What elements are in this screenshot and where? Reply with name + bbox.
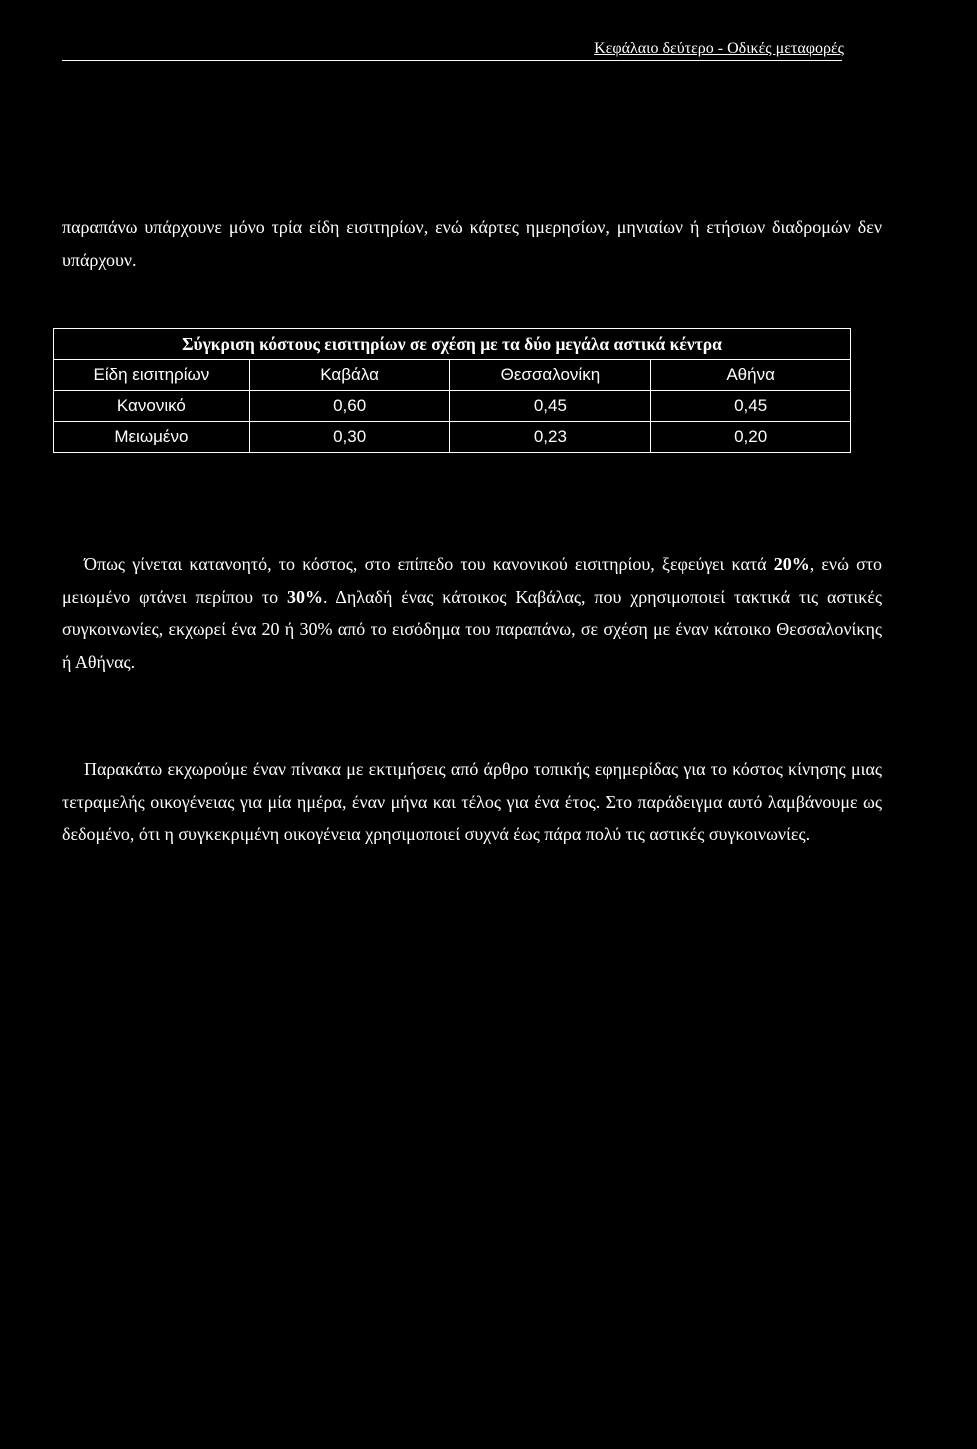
table-cell: Μειωμένο (54, 422, 250, 453)
analysis-text-c: . Δηλαδή ένας κάτοικος Καβάλας, που χρησιμοποιεί τακτικά τις αστικές συγκοινωνίες, εκχωρεί ένα 20 ή 30% από το εισόδημα του παραπάνω, σε σχέση με έναν κάτοικο Θεσσαλονίκης ή Αθήνας. (62, 586, 883, 672)
column-header: Καβάλα (249, 360, 450, 391)
chapter-header: Κεφάλαιο δεύτερο - Οδικές μεταφορές (594, 40, 844, 57)
closing-paragraph: Παρακάτω εκχωρούμε έναν πίνακα με εκτιμήσεις από άρθρο τοπικής εφημερίδας για το κόστος κίνησης μιας τετραμελής οικογένειας για μία ημέρα, έναν μήνα και τέλος για ένα έτος. Στο παράδειγμα αυτό λαμβάνουμε ως δεδομένο, ότι η συγκεκριμένη οικογένεια χρησιμοποιεί συχνά έως πάρα πολύ τις αστικές συγκοινωνίες. (62, 759, 882, 844)
ticket-cost-table (53, 328, 851, 453)
analysis-text-b: , ενώ στο μειωμένο φτάνει περίπου το (62, 554, 883, 607)
table-cell: 0,60 (249, 391, 450, 422)
table-row (54, 422, 851, 453)
table-cell: 0,23 (450, 422, 651, 453)
column-header: Είδη εισιτηρίων (54, 360, 250, 391)
header-rule (62, 60, 842, 61)
table-cell: 0,30 (249, 422, 450, 453)
table-row (54, 391, 851, 422)
analysis-text-a: Όπως γίνεται κατανοητό, το κόστος, στο επίπεδο του κανονικού εισιτηρίου, ξεφεύγει κατά (84, 554, 774, 574)
analysis-percent-b: 30% (286, 586, 323, 607)
table-caption-row (54, 329, 851, 360)
analysis-percent-a: 20% (773, 554, 810, 574)
column-header: Αθήνα (651, 360, 851, 391)
table-cell: 0,45 (651, 391, 851, 422)
table-caption: Σύγκριση κόστους εισιτηρίων σε σχέση με τα δύο μεγάλα αστικά κέντρα (54, 329, 851, 360)
analysis-paragraph (62, 548, 882, 678)
table-cell: 0,45 (450, 391, 651, 422)
table-header-row (54, 360, 851, 391)
intro-paragraph: παραπάνω υπάρχουνε μόνο τρία είδη εισιτηρίων, ενώ κάρτες ημερησίων, μηνιαίων ή ετήσιων διαδρομών δεν υπάρχουν. (62, 217, 882, 270)
table-cell: 0,20 (651, 422, 851, 453)
table-cell: Κανονικό (54, 391, 250, 422)
column-header: Θεσσαλονίκη (450, 360, 651, 391)
